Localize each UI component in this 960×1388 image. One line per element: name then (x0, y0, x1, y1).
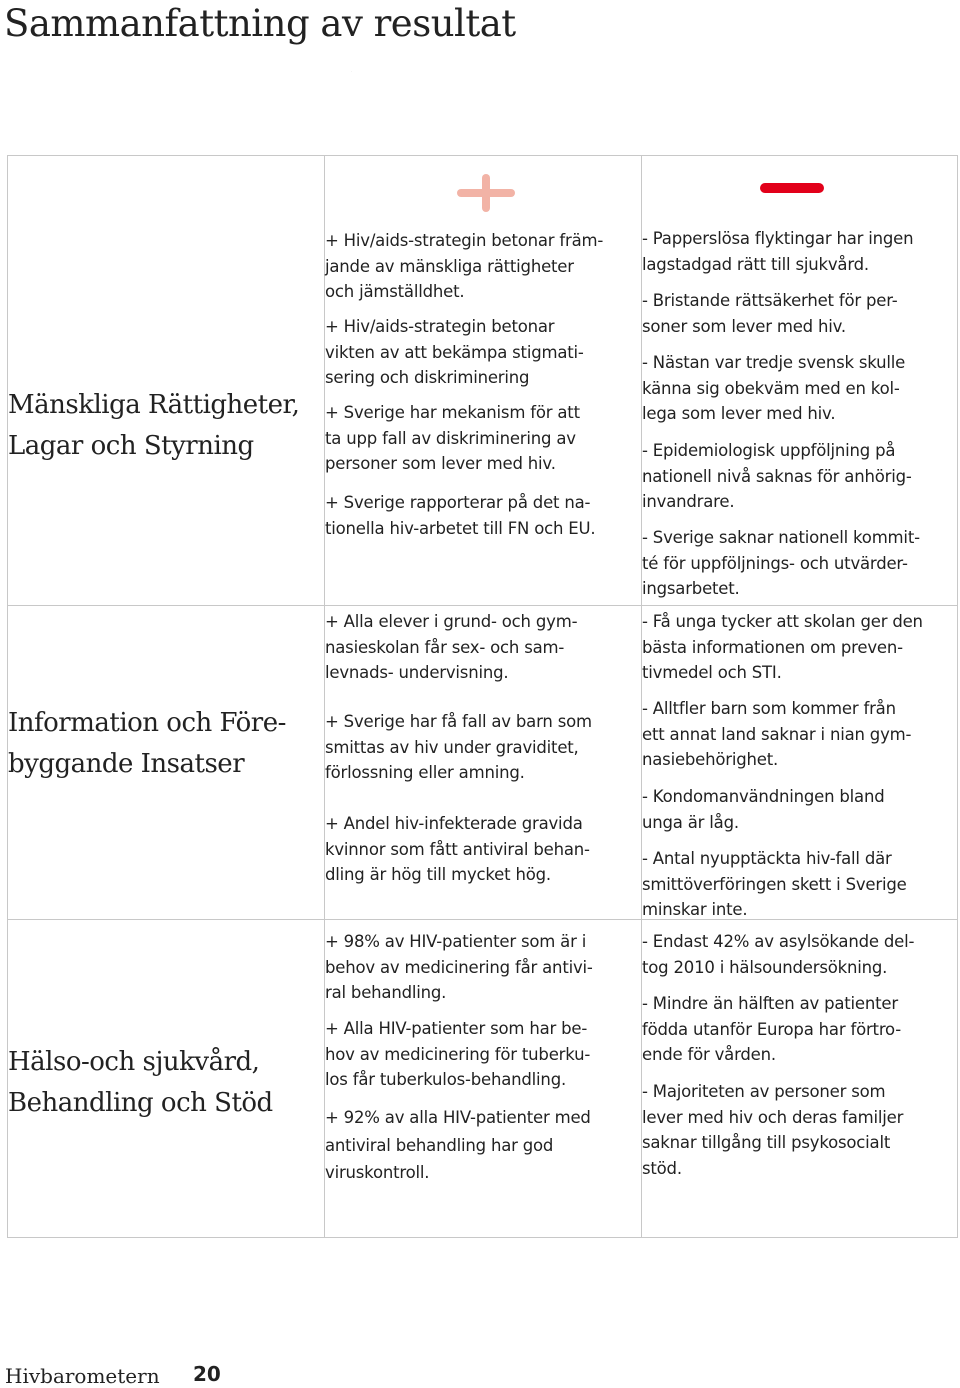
negative-item: - Bristande rättsäkerhet för per- soner som lever med hiv. (642, 291, 898, 336)
negative-item: - Endast 42% av asylsökande del- tog 2010 i hälsoundersökning. (642, 932, 915, 977)
negative-item: - Alltfler barn som kommer från ett annat land saknar i nian gym- nasiebehörighet. (642, 699, 912, 769)
category-human-rights: Mänskliga Rättigheter, Lagar och Styrning (8, 390, 300, 461)
positive-item: + Sverige har få fall av barn som smittas av hiv under graviditet, förlossning eller amning. (325, 712, 592, 782)
category-health-care: Hälso-och sjukvård, Behandling och Stöd (8, 1047, 273, 1118)
positive-item: + Hiv/aids-strategin betonar vikten av att bekämpa stigmati- sering och diskriminering (325, 317, 584, 387)
negative-item: - Kondomanvändningen bland unga är låg. (642, 787, 885, 832)
page-number: 20 (193, 1362, 221, 1386)
positive-item: + Andel hiv-infekterade gravida kvinnor som fått antiviral behan- dling är hög till mycket hög. (325, 814, 590, 884)
positive-item: + Sverige har mekanism för att ta upp fall av diskriminering av personer som lever med hiv. (325, 403, 580, 473)
positive-item: + Hiv/aids-strategin betonar främ- jande av mänskliga rättigheter och jämställdhet. (325, 231, 604, 301)
row-divider (8, 605, 957, 606)
positive-item: + Alla HIV-patienter som har be- hov av medicinering för tuberku- los får tuberkulos-behandling. (325, 1019, 591, 1089)
negative-item: - Epidemiologisk uppföljning på nationell nivå saknas för anhörig- invandrare. (642, 441, 912, 511)
negative-item: - Mindre än hälften av patienter födda utanför Europa har förtro- ende för vården. (642, 994, 901, 1064)
plus-icon (351, 72, 521, 214)
positive-item: + Alla elever i grund- och gym- nasieskolan får sex- och sam- levnads- undervisning. (325, 612, 578, 682)
negative-item: - Majoriteten av personer som lever med hiv och deras familjer saknar tillgång till psykosocialt stöd. (642, 1082, 904, 1178)
negative-item: - Få unga tycker att skolan ger den bästa informationen om preven- tivmedel och STI. (642, 612, 923, 682)
positive-item: + Sverige rapporterar på det na- tionella hiv-arbetet till FN och EU. (325, 493, 596, 538)
negative-item: - Papperslösa flyktingar har ingen lagstadgad rätt till sjukvård. (642, 229, 914, 274)
positive-item: + 92% av alla HIV-patienter med antiviral behandling har god viruskontroll. (325, 1108, 591, 1182)
plus-symbol-text: + (351, 72, 352, 73)
positive-item: + 98% av HIV-patienter som är i behov av medicinering får antivi- ral behandling. (325, 932, 593, 1002)
negative-item: - Sverige saknar nationell kommit- té för uppföljnings- och utvärder- ingsarbetet. (642, 528, 920, 598)
category-information-prevention: Information och Före- byggande Insatser (8, 708, 286, 779)
page-title: Sammanfattning av resultat (4, 2, 516, 45)
negative-item: - Antal nyupptäckta hiv-fall där smittöverföringen skett i Sverige minskar inte. (642, 849, 907, 919)
minus-symbol-text: – (658, 81, 659, 82)
minus-icon (658, 81, 826, 195)
publication-name: Hivbarometern (5, 1364, 160, 1388)
negative-item: - Nästan var tredje svensk skulle känna sig obekväm med en kol- lega som lever med hiv. (642, 353, 906, 423)
